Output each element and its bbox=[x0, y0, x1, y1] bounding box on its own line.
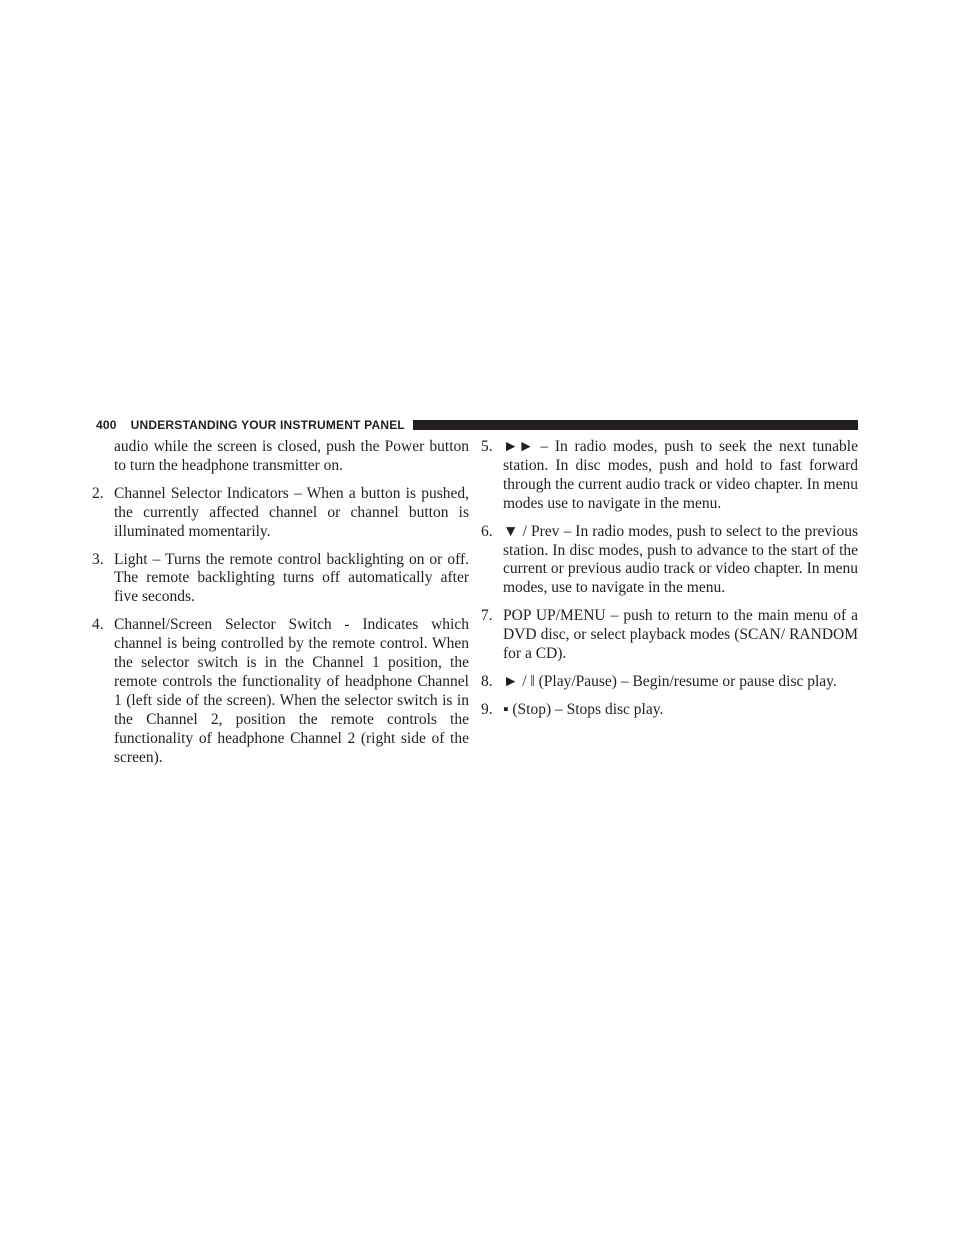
list-item-text: ►► – In radio modes, push to seek the next tunable station. In disc modes, push and hold to fast forward through the current audio track or video chapter. In menu modes use to navigate in the menu. bbox=[503, 438, 858, 512]
page-header bbox=[96, 417, 858, 432]
list-item-text: ▪ (Stop) – Stops disc play. bbox=[503, 700, 664, 718]
list-item bbox=[481, 438, 858, 514]
section-title: UNDERSTANDING YOUR INSTRUMENT PANEL bbox=[130, 417, 405, 432]
list-item-number: 3. bbox=[92, 550, 104, 568]
right-column bbox=[481, 438, 858, 729]
list-item-text: Channel/Screen Selector Switch - Indicates which channel is being controlled by the remote control. When the selector switch is in the Channel 1 position, the remote controls the functionality of headphone Channel 1 (left side of the screen). When the selector switch is in the Channel 2, position the remote controls the functionality of headphone Channel 2 (right side of the screen). bbox=[114, 616, 469, 766]
list-item-number: 7. bbox=[481, 607, 493, 625]
header-rule-bar bbox=[413, 420, 858, 430]
list-item bbox=[92, 485, 469, 542]
left-column bbox=[92, 438, 469, 777]
list-item bbox=[481, 673, 858, 692]
list-item bbox=[92, 616, 469, 767]
list-item-text: POP UP/MENU – push to return to the main menu of a DVD disc, or select playback modes (SCAN/ RANDOM for a CD). bbox=[503, 607, 858, 663]
list-item-text: ▼ / Prev – In radio modes, push to select to the previous station. In disc modes, push to advance to the start of the current or previous audio track or video chapter. In menu modes, use to navigate in the menu. bbox=[503, 522, 858, 597]
list-item-text: Channel Selector Indicators – When a button is pushed, the currently affected channel or channel button is illuminated momentarily. bbox=[114, 484, 469, 540]
list-item bbox=[481, 701, 858, 720]
list-item-number: 2. bbox=[92, 484, 104, 502]
list-item-number: 5. bbox=[481, 438, 493, 455]
list-item bbox=[481, 607, 858, 664]
list-item-number: 6. bbox=[481, 522, 493, 540]
page-number: 400 bbox=[96, 417, 117, 432]
list-item-number: 4. bbox=[92, 616, 104, 634]
list-item bbox=[481, 523, 858, 599]
continuation-paragraph: audio while the screen is closed, push the Power button to turn the headphone transmitter on. bbox=[114, 438, 469, 474]
list-item-number: 8. bbox=[481, 672, 493, 690]
list-item bbox=[92, 551, 469, 608]
list-item-text: Light – Turns the remote control backlighting on or off. The remote backlighting turns off automatically after five seconds. bbox=[114, 550, 469, 606]
list-item-number: 9. bbox=[481, 700, 493, 718]
list-item-text: ► / ‖ (Play/Pause) – Begin/resume or pause disc play. bbox=[503, 672, 837, 690]
